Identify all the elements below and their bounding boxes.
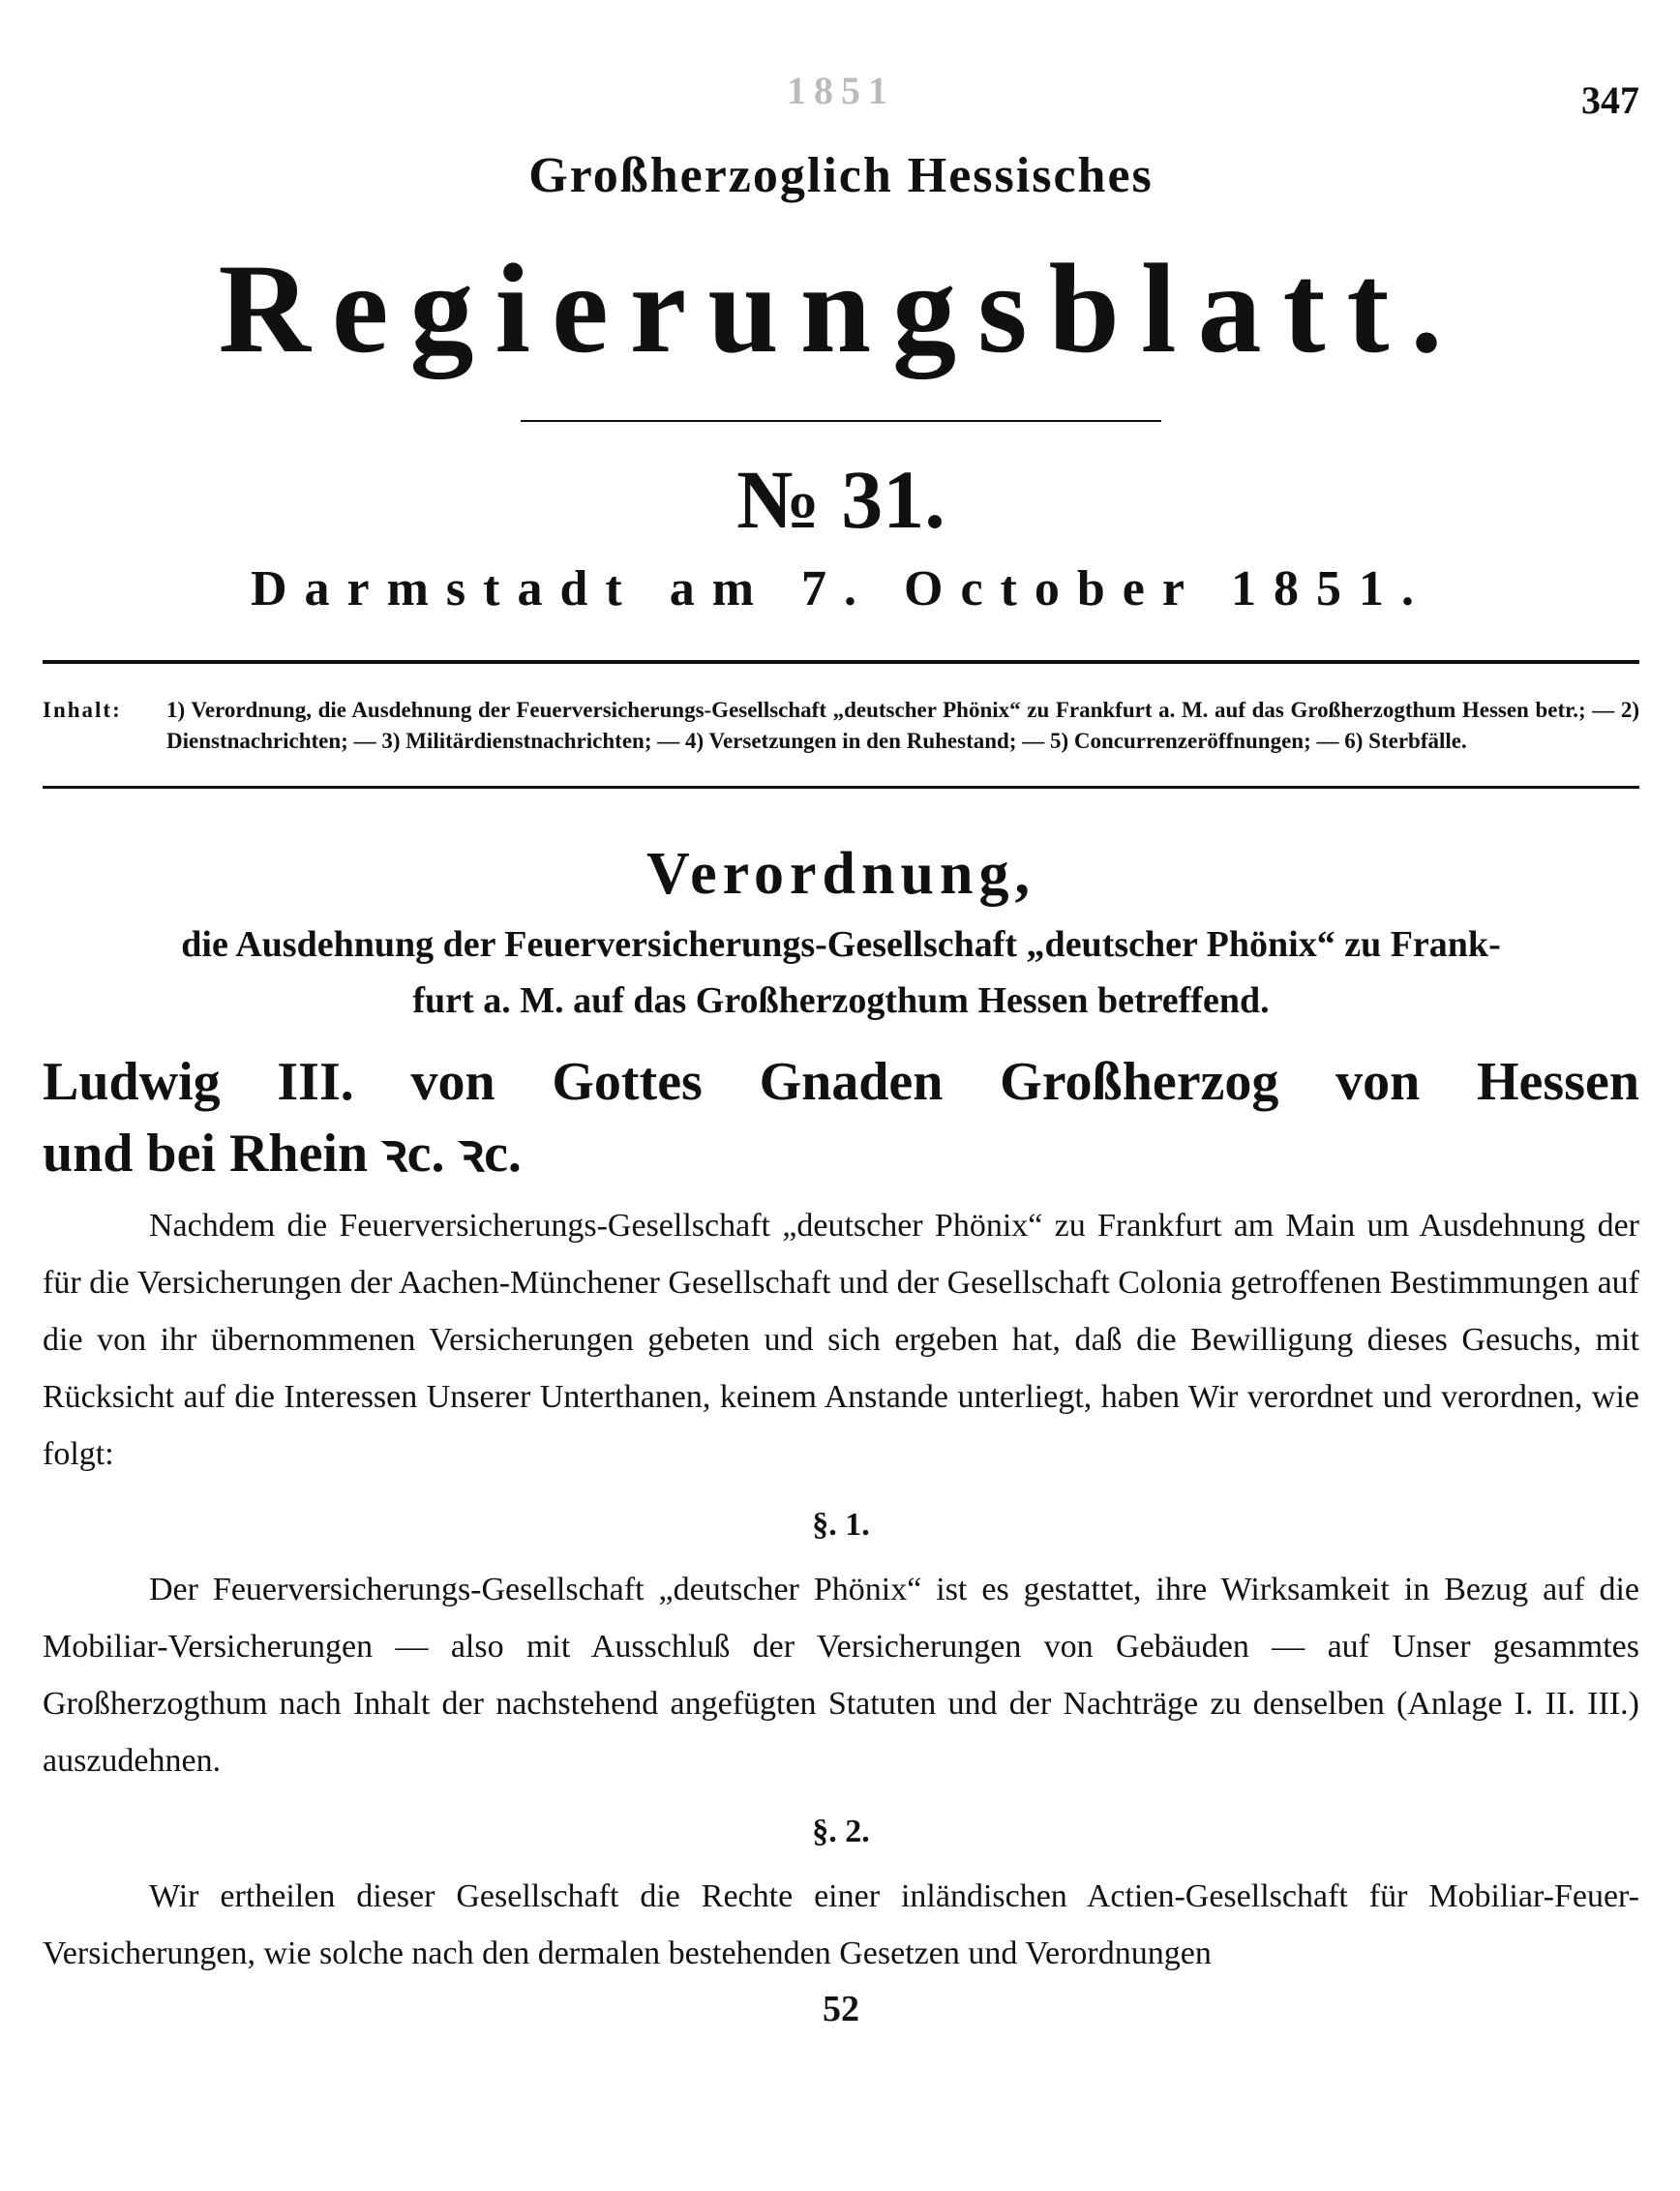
table-of-contents: [43, 695, 1639, 757]
contents-text: 1) Verordnung, die Ausdehnung der Feuerversicherungs-Gesellschaft „deutscher Phönix“ zu Frankfurt a. M. auf das Großherzogthum Hessen betr.; — 2) Dienstnachrichten; — 3) Militärdienstnachrichten; — 4) Versetzungen in den Ruhestand; — 5) Concurrenzeröffnungen; — 6) Sterbfälle.: [166, 698, 1639, 753]
sovereign-line: und bei Rhein ꝛc. ꝛc.: [43, 1124, 522, 1184]
preamble-paragraph: Nachdem die Feuerversicherungs-Gesellschaft „deutscher Phönix“ zu Frankfurt am Main um Ausdehnung der für die Versicherungen der Aachen-Münchener Gesellschaft und der Gesellschaft Colonia getroffenen Bestimmungen auf die von ihr übernommenen Versicherungen gebeten und sich ergeben hat, daß die Bewilligung dieses Gesuchs, mit Rücksicht auf die Interessen Unserer Unterthanen, keinem Anstande unterliegt, haben Wir verordnet und verordnen, wie folgt:: [43, 1208, 1639, 1472]
divider: [43, 786, 1639, 789]
sovereign-line: Ludwig III. von Gottes Gnaden Großherzog von Hessen: [43, 1052, 1639, 1112]
masthead-title: Regierungsblatt.: [218, 237, 1464, 379]
ordinance-subtitle: [43, 916, 1639, 1029]
contents-label: Inhalt:: [43, 698, 122, 722]
subtitle-line: die Ausdehnung der Feuerversicherungs-Gesellschaft „deutscher Phönix“ zu Frank-: [181, 924, 1501, 965]
divider: [521, 420, 1161, 422]
issue-number: № 31.: [736, 453, 945, 546]
faint-year-stamp: 1851: [787, 69, 895, 112]
sovereign-title: [43, 1046, 1639, 1189]
section-1-paragraph: Der Feuerversicherungs-Gesellschaft „deutscher Phönix“ ist es gestattet, ihre Wirksamkeit in Bezug auf die Mobiliar-Versicherungen — also mit Ausschluß der Versicherungen von Gebäuden — auf Unser gesammtes Großherzogthum nach Inhalt der nachstehend angefügten Statuten und der Nachträge zu denselben (Anlage I. II. III.) auszudehnen.: [43, 1572, 1639, 1779]
ordinance-heading: Verordnung,: [646, 841, 1035, 907]
section-2-paragraph: Wir ertheilen dieser Gesellschaft die Rechte einer inländischen Actien-Gesellschaft für Mobiliar-Feuer-Versicherungen, wie solche nach den dermalen bestehenden Gesetzen und Verordnungen: [43, 1878, 1639, 1971]
masthead-kicker: Großherzoglich Hessisches: [528, 148, 1154, 203]
dateline: Darmstadt am 7. October 1851.: [250, 561, 1432, 616]
section-2-label: §. 2.: [812, 1814, 870, 1849]
divider: [43, 660, 1639, 664]
section-1-label: §. 1.: [812, 1507, 870, 1543]
subtitle-line: furt a. M. auf das Großherzogthum Hessen betreffend.: [412, 980, 1270, 1021]
page-number: 347: [1581, 78, 1639, 122]
signature-mark: 52: [823, 1989, 859, 2029]
page-top-line: [43, 58, 1639, 126]
